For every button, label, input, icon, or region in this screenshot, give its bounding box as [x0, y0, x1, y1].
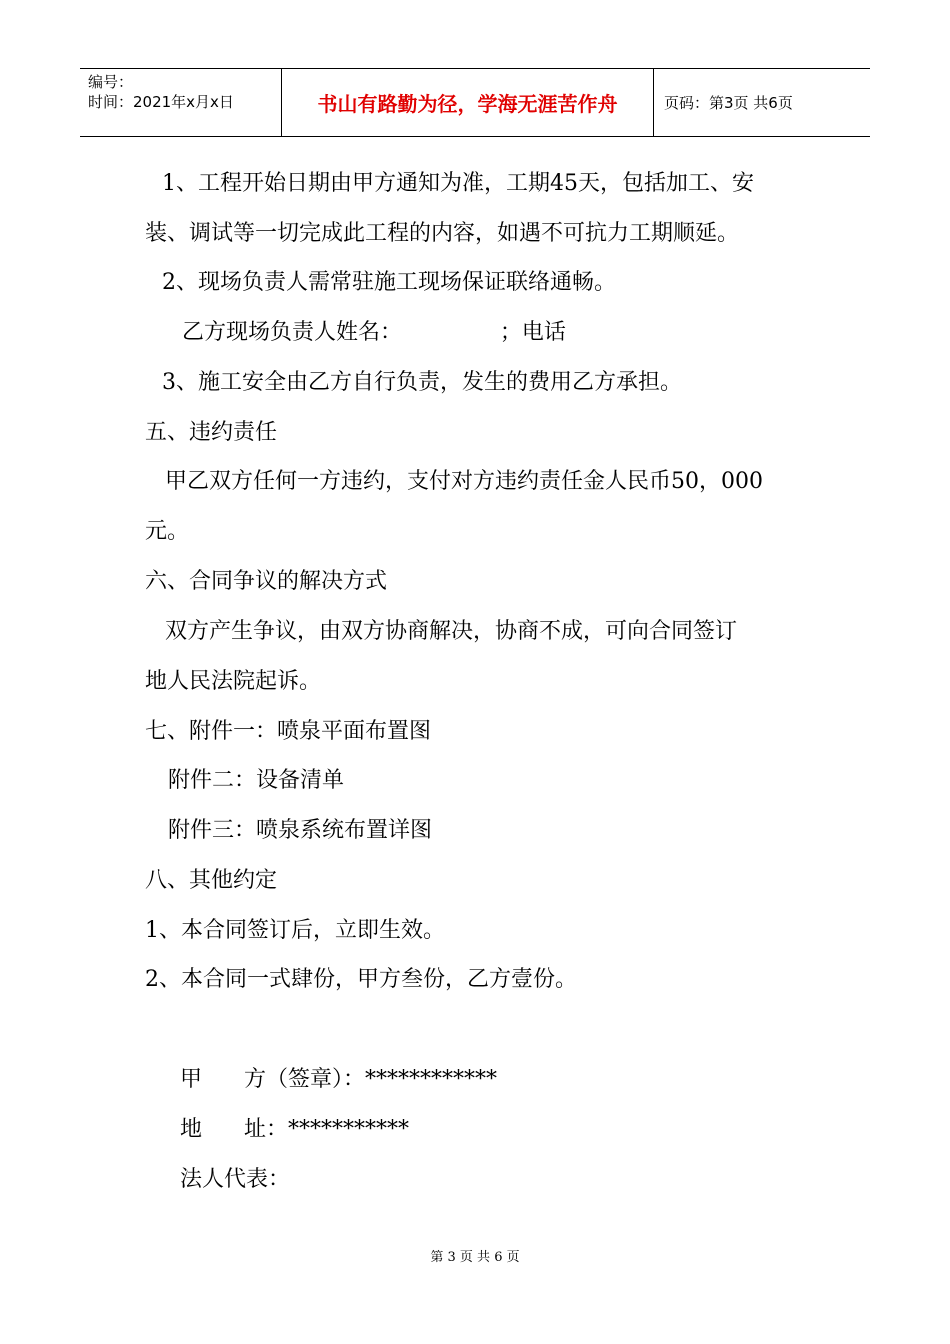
section-8-heading: 八、其他约定: [145, 868, 278, 893]
section-5-text-line1: 甲乙双方任何一方违约，支付对方违约责任金人民币50，000: [165, 469, 763, 494]
clause-4-1-line1: 1、工程开始日期由甲方通知为准，工期45天，包括加工、安: [162, 171, 754, 196]
party-a-signature: 甲 方（签章）：************: [180, 1067, 497, 1092]
header-page-info: 页码：第3页 共6页: [664, 94, 793, 112]
section-8-item-1: 1、本合同签订后，立即生效。: [145, 918, 445, 943]
header-motto: 书山有路勤为径，学海无涯苦作舟: [282, 69, 654, 136]
site-manager-line: 乙方现场负责人姓名： ；电话: [182, 320, 566, 345]
page-footer: 第 3 页 共 6 页: [430, 1250, 520, 1265]
clause-4-2: 2、现场负责人需常驻施工现场保证联络通畅。: [162, 270, 616, 295]
legal-representative: 法人代表：: [180, 1167, 291, 1192]
serial-label: 编号：: [88, 73, 134, 91]
section-7-attachment-1: 七、附件一：喷泉平面布置图: [145, 719, 432, 744]
time-label: 时间：2021年x月x日: [88, 93, 234, 111]
header-meta: [80, 69, 282, 136]
attachment-2: 附件二：设备清单: [168, 768, 345, 793]
party-a-address: 地 址：***********: [180, 1117, 409, 1142]
attachment-3: 附件三：喷泉系统布置详图: [168, 818, 433, 843]
section-6-text-line1: 双方产生争议，由双方协商解决，协商不成，可向合同签订: [165, 619, 738, 644]
section-6-text-line2: 地人民法院起诉。: [145, 669, 322, 694]
section-6-heading: 六、合同争议的解决方式: [145, 569, 388, 594]
page-header: [80, 68, 870, 137]
section-5-text-line2: 元。: [145, 519, 190, 544]
section-8-item-2: 2、本合同一式肆份，甲方叁份，乙方壹份。: [145, 967, 577, 992]
clause-4-3: 3、施工安全由乙方自行负责，发生的费用乙方承担。: [162, 370, 682, 395]
clause-4-1-line2: 装、调试等一切完成此工程的内容，如遇不可抗力工期顺延。: [145, 221, 740, 246]
section-5-heading: 五、违约责任: [145, 420, 278, 445]
